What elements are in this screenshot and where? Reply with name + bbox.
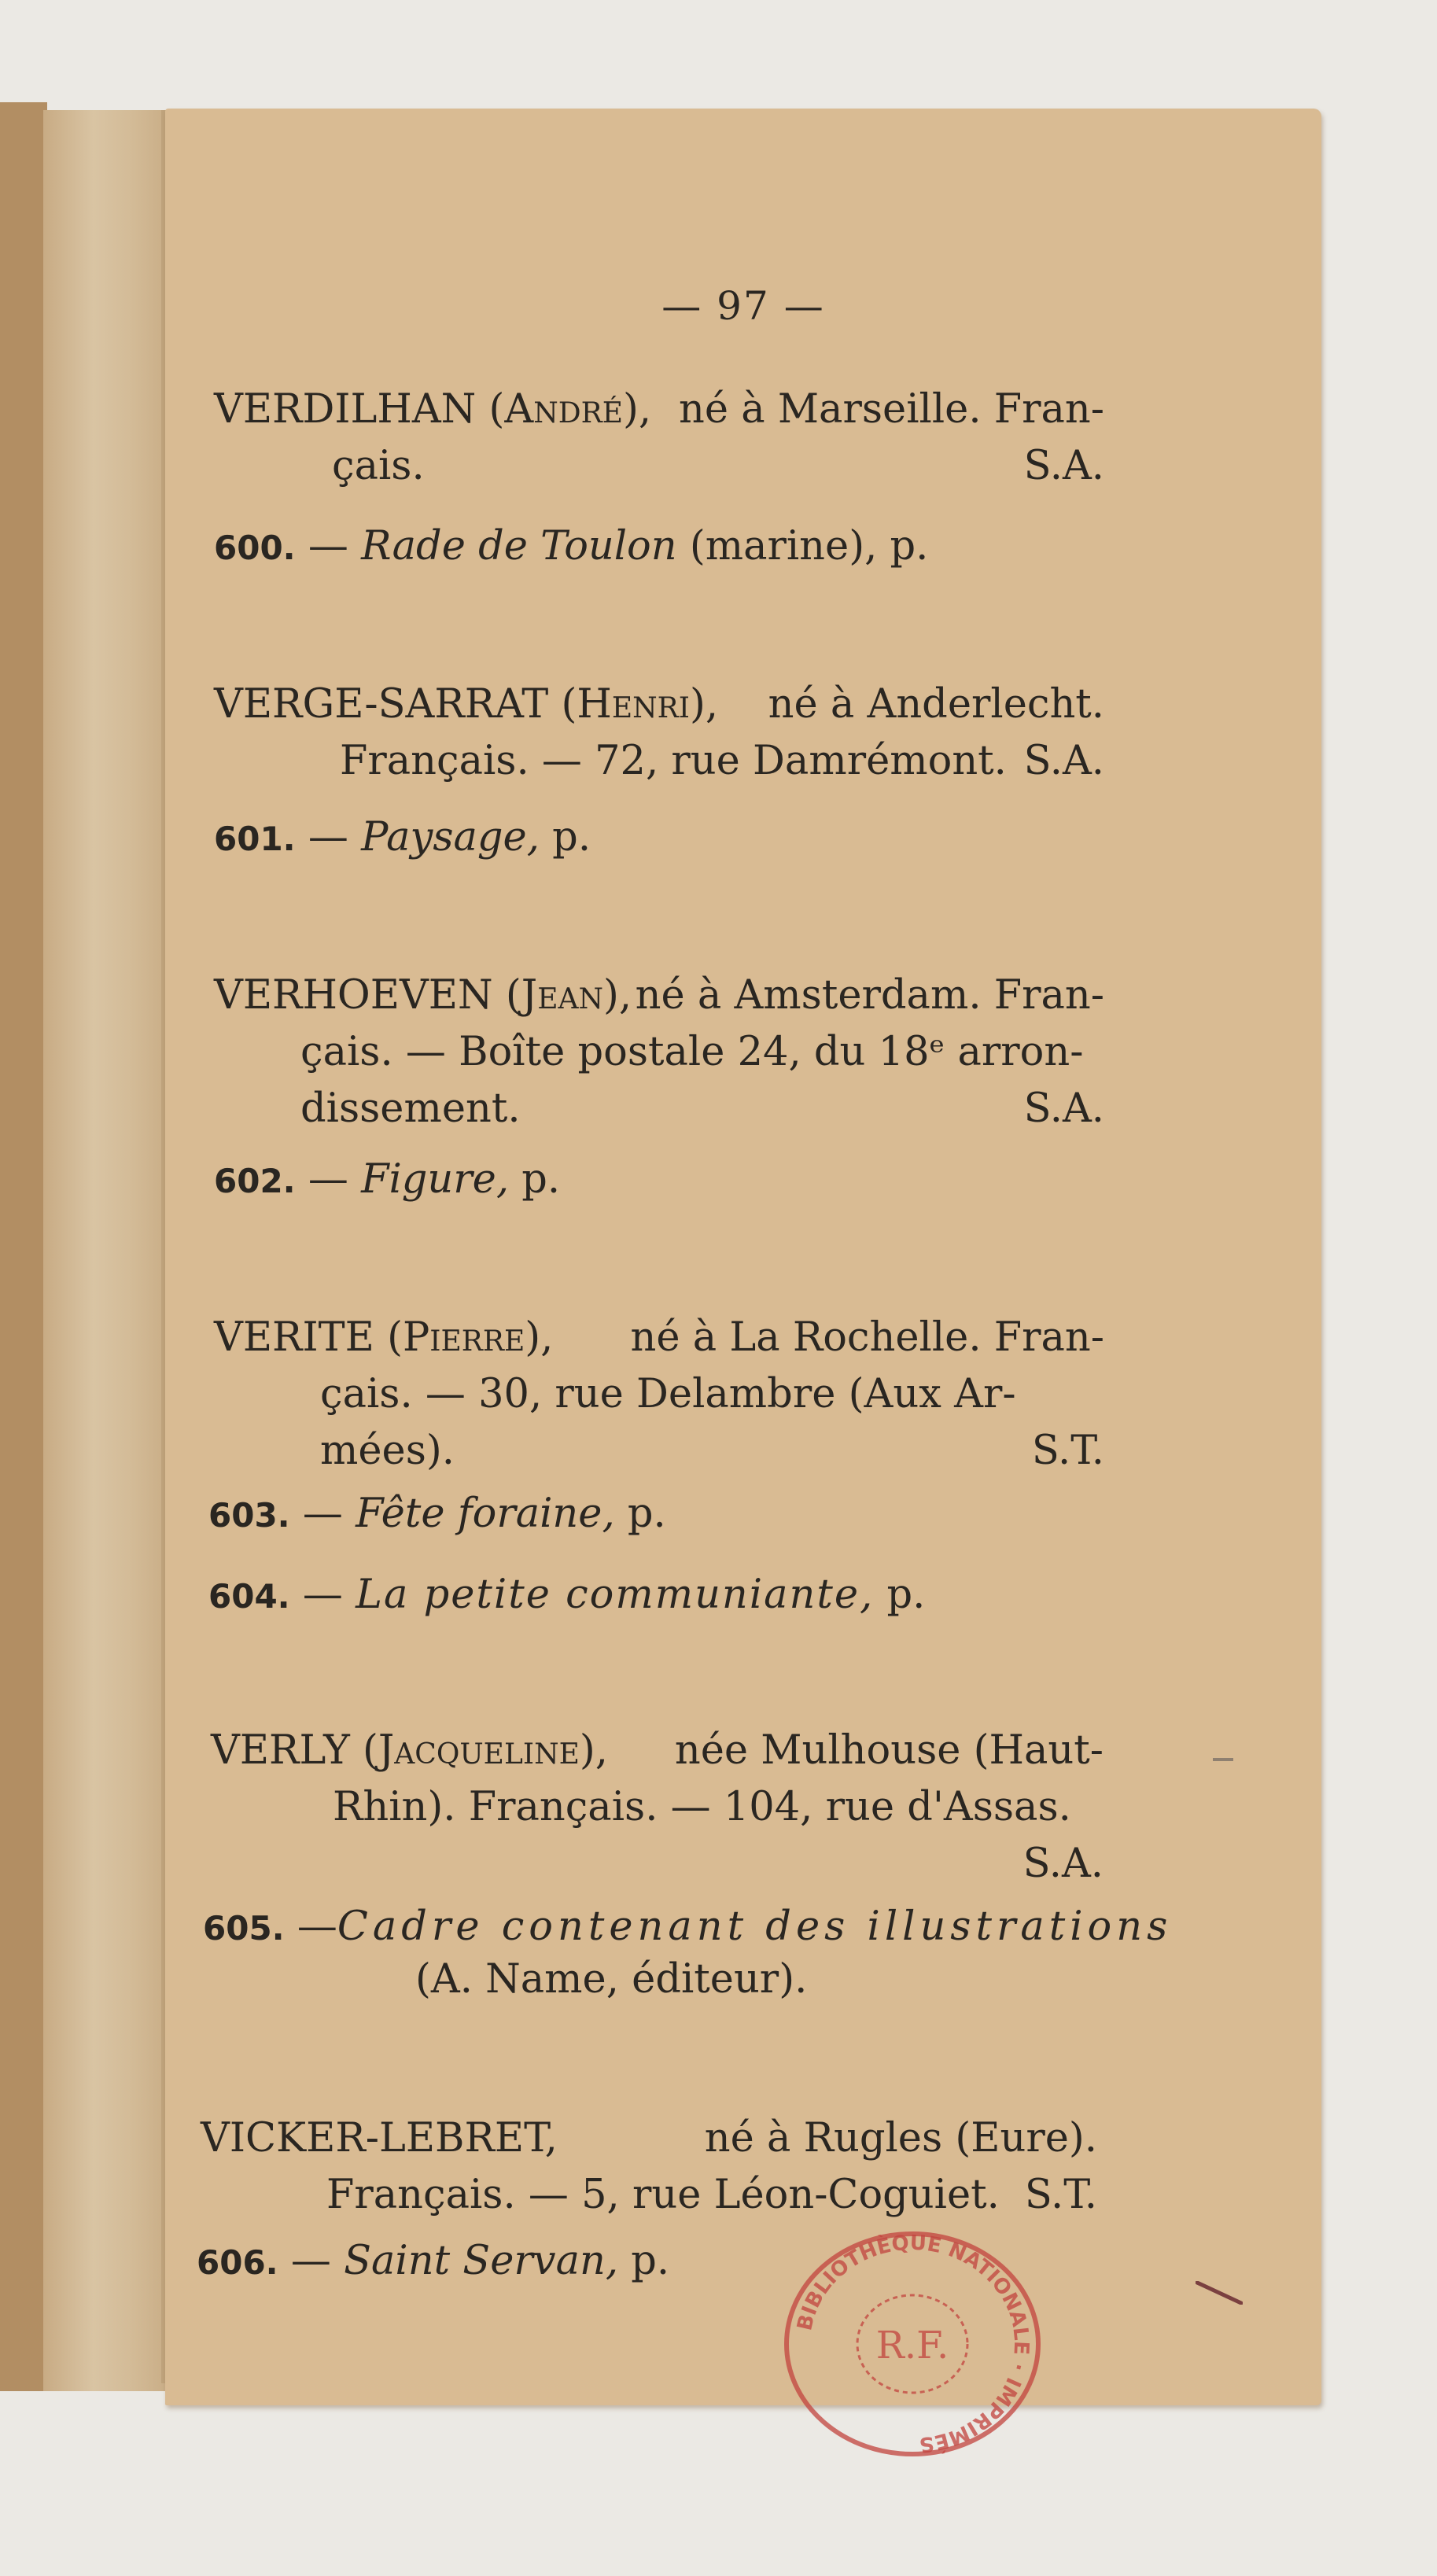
artwork-medium: p. bbox=[631, 2238, 670, 2284]
artwork-title: Paysage, bbox=[361, 814, 540, 861]
entry-heading-line bbox=[214, 1310, 1104, 1366]
artwork-medium: p. bbox=[886, 1572, 926, 1618]
artwork-medium: (A. Name, éditeur). bbox=[415, 1956, 808, 2003]
artist-name: VERGE-SARRAT (Henri), bbox=[214, 681, 719, 728]
society-code: S.A. bbox=[1023, 443, 1104, 489]
artist-first-name: Henri bbox=[577, 681, 690, 728]
entry-line: né à Anderlecht. bbox=[768, 681, 1104, 728]
entry-continuation bbox=[214, 733, 1104, 790]
entry-verhoeven bbox=[214, 967, 1104, 1137]
artist-surname: VERITE bbox=[214, 1314, 374, 1361]
artwork-medium: p. bbox=[552, 814, 591, 861]
society-code: S.A. bbox=[1023, 1085, 1104, 1132]
artwork-600 bbox=[214, 523, 928, 569]
entry-line: çais. — 30, rue Delambre (Aux Ar- bbox=[320, 1371, 1016, 1417]
entry-line: çais. — Boîte postale 24, du 18ᵉ arron- bbox=[300, 1029, 1084, 1075]
artwork-title: Fête foraine, bbox=[356, 1491, 615, 1537]
artwork-medium: (marine), p. bbox=[689, 523, 929, 569]
catalogue-number: 605. bbox=[203, 1909, 285, 1948]
artwork-602 bbox=[214, 1156, 560, 1203]
society-code: S.A. bbox=[1022, 1841, 1104, 1887]
artwork-title: Figure, bbox=[361, 1156, 510, 1203]
artwork-line bbox=[203, 1903, 1173, 1950]
artwork-606 bbox=[197, 2238, 669, 2284]
entry-heading-line bbox=[211, 1723, 1104, 1779]
artwork-601 bbox=[214, 814, 591, 861]
artist-first-name: Jean bbox=[521, 972, 604, 1019]
entry-vicker-lebret bbox=[201, 2110, 1097, 2224]
dash: — bbox=[290, 2238, 331, 2284]
artist-first-name: Pierre bbox=[402, 1314, 525, 1361]
artist-surname: VERGE-SARRAT bbox=[214, 681, 549, 728]
entry-continuation bbox=[214, 1024, 1104, 1081]
folded-gutter bbox=[43, 110, 169, 2391]
artwork-medium: p. bbox=[627, 1491, 666, 1537]
entry-heading-line bbox=[214, 676, 1104, 733]
entry-heading-line bbox=[214, 381, 1104, 438]
pencil-mark bbox=[1196, 2281, 1243, 2305]
catalogue-number: 601. bbox=[214, 820, 296, 858]
entry-continuation bbox=[201, 2167, 1097, 2224]
stamp-ring-text: BIBLIOTHÈQUE NATIONALE · IMPRIMÉS bbox=[793, 2231, 1034, 2456]
entry-verly bbox=[211, 1723, 1104, 1892]
entry-continuation bbox=[214, 1366, 1104, 1423]
entry-line: né à Rugles (Eure). bbox=[704, 2115, 1097, 2161]
catalogue-number: 600. bbox=[214, 529, 296, 567]
catalogue-number: 603. bbox=[208, 1496, 290, 1535]
artwork-title: Rade de Toulon bbox=[361, 523, 677, 569]
catalogue-number: 602. bbox=[214, 1162, 296, 1200]
entry-continuation bbox=[214, 1423, 1104, 1480]
artist-surname: VICKER-LEBRET, bbox=[201, 2115, 558, 2161]
entry-line: Français. — 72, rue Damrémont. bbox=[340, 738, 1007, 784]
catalogue-number: 604. bbox=[208, 1577, 290, 1616]
entry-line: née Mulhouse (Haut- bbox=[674, 1727, 1104, 1774]
entry-heading-line bbox=[201, 2110, 1097, 2167]
society-code: S.T. bbox=[1024, 2172, 1097, 2218]
artwork-line bbox=[203, 1956, 1104, 2003]
entry-line: né à Amsterdam. Fran- bbox=[635, 972, 1104, 1019]
entry-line: çais. bbox=[332, 443, 425, 489]
entry-line: mées). bbox=[320, 1428, 455, 1474]
entry-line: né à Marseille. Fran- bbox=[678, 386, 1104, 433]
artist-name: VERITE (Pierre), bbox=[214, 1314, 554, 1361]
artist-surname: VERLY bbox=[211, 1727, 350, 1774]
artist-name: VERHOEVEN (Jean), bbox=[214, 972, 632, 1019]
artwork-medium: p. bbox=[521, 1156, 561, 1203]
society-code: S.A. bbox=[1023, 738, 1104, 784]
dash: — bbox=[308, 523, 348, 569]
artist-surname: VERHOEVEN bbox=[214, 972, 493, 1019]
entry-continuation bbox=[211, 1779, 1104, 1836]
dash: — bbox=[302, 1491, 343, 1537]
page-number: — 97 — bbox=[661, 283, 825, 329]
entry-continuation bbox=[211, 1836, 1104, 1892]
entry-continuation bbox=[214, 438, 1104, 495]
entry-line: Rhin). Français. — 104, rue d'Assas. bbox=[333, 1784, 1071, 1830]
ink-dash bbox=[1211, 1756, 1235, 1763]
artwork-title: Cadre contenant des illustrations bbox=[337, 1903, 1173, 1950]
catalogue-number: 606. bbox=[197, 2243, 278, 2282]
dash: — bbox=[308, 814, 348, 861]
library-stamp bbox=[779, 2226, 1046, 2462]
entry-verdilhan bbox=[214, 381, 1104, 495]
entry-verite bbox=[214, 1310, 1104, 1480]
artist-name: VERLY (Jacqueline), bbox=[211, 1727, 608, 1774]
binding-edge bbox=[0, 102, 47, 2391]
artist-name: VERDILHAN (André), bbox=[214, 386, 652, 433]
entry-continuation bbox=[214, 1081, 1104, 1137]
artwork-603 bbox=[208, 1491, 666, 1537]
entry-heading-line bbox=[214, 967, 1104, 1024]
dash: — bbox=[308, 1156, 348, 1203]
artwork-lead bbox=[203, 1903, 337, 1950]
entry-line: né à La Rochelle. Fran- bbox=[630, 1314, 1104, 1361]
artwork-604 bbox=[208, 1572, 925, 1618]
stamp-center-text: R.F. bbox=[875, 2324, 949, 2368]
entry-line: Français. — 5, rue Léon-Coguiet. bbox=[326, 2172, 1000, 2218]
artwork-605 bbox=[203, 1903, 1173, 2003]
entry-line: dissement. bbox=[300, 1085, 521, 1132]
dash: — bbox=[302, 1572, 343, 1618]
artist-first-name: Jacqueline bbox=[378, 1727, 580, 1774]
entry-verge-sarrat bbox=[214, 676, 1104, 790]
artist-first-name: André bbox=[504, 386, 623, 433]
artwork-title: Saint Servan, bbox=[344, 2238, 619, 2284]
dash: — bbox=[297, 1903, 337, 1950]
artwork-title: La petite communiante, bbox=[356, 1572, 875, 1618]
society-code: S.T. bbox=[1031, 1428, 1104, 1474]
artist-surname: VERDILHAN bbox=[214, 386, 477, 433]
